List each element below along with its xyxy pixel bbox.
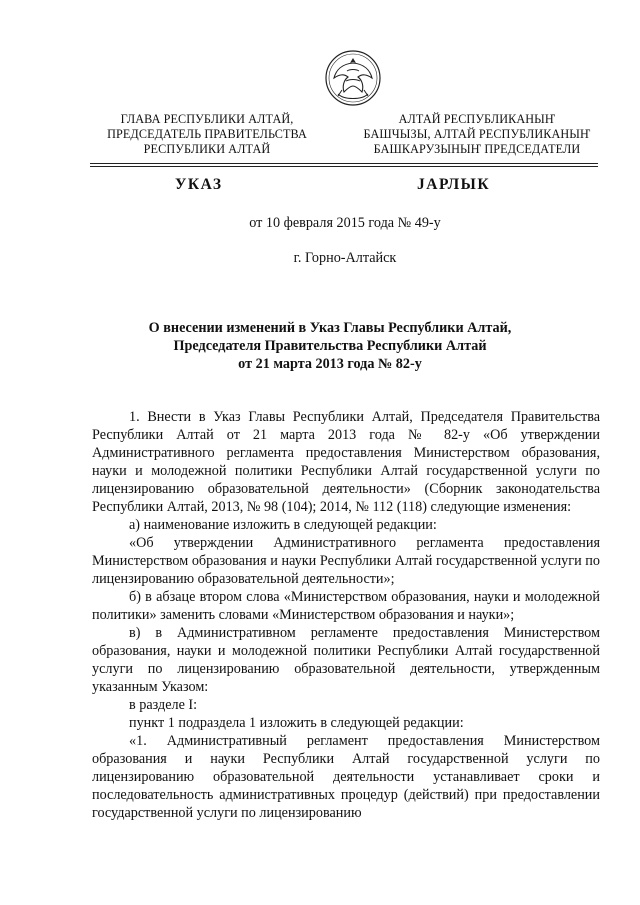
body-paragraph: в разделе I: xyxy=(129,697,198,713)
body-paragraph: а) наименование изложить в следующей редакции: xyxy=(129,517,437,533)
header-right-line: БАШЧЫЗЫ, АЛТАЙ РЕСПУБЛИКАНЫҤ xyxy=(363,127,591,141)
title-line: О внесении изменений в Указ Главы Республики Алтай, xyxy=(148,320,512,336)
document-city: г. Горно-Алтайск xyxy=(293,250,397,266)
header-left-line: РЕСПУБЛИКИ АЛТАЙ xyxy=(143,142,271,156)
document-title xyxy=(120,319,540,373)
body-paragraph: «Об утверждении Административного регламента предоставления Министерством образования и науки Республики Алтай государственной услуги по лицензированию образовательной деятельности»; xyxy=(92,535,600,587)
body-paragraph: б) в абзаце втором слова «Министерством образования, науки и молодежной политики» заменить словами «Министерством образования и науки»; xyxy=(92,589,600,623)
header-divider xyxy=(90,163,598,164)
header-divider xyxy=(90,166,598,167)
document-date: от 10 февраля 2015 года № 49-у xyxy=(249,215,441,231)
coat-of-arms-emblem xyxy=(322,44,384,116)
header-left-line: ПРЕДСЕДАТЕЛЬ ПРАВИТЕЛЬСТВА xyxy=(107,127,307,141)
document-body xyxy=(92,408,600,822)
body-paragraph: пункт 1 подраздела 1 изложить в следующей редакции: xyxy=(129,715,464,731)
title-line: от 21 марта 2013 года № 82-у xyxy=(238,356,422,372)
header-right-line: БАШКАРУЗЫНЫҤ ПРЕДСЕДАТЕЛИ xyxy=(373,142,581,156)
header-left-line: ГЛАВА РЕСПУБЛИКИ АЛТАЙ, xyxy=(120,112,294,126)
body-paragraph: 1. Внести в Указ Главы Республики Алтай, Председателя Правительства Республики Алтай от 21 марта 2013 года № 82-у «Об утверждении Административного регламента предоставления Министерством образования, науки и молодежной политики Республики Алтай государственной услуги по лицензированию образовательной деятельности» (Сборник законодательства Республики Алтай, 2013, № 98 (104); 2014, № 112 (118) следующие изменения: xyxy=(92,409,600,515)
body-paragraph: «1. Административный регламент предоставления Министерством образования и науки Республики Алтай государственной услуги по лицензированию образовательной деятельности устанавливает сроки и последовательность административных процедур (действий) при предоставлении государственной услуги по лицензированию xyxy=(92,733,600,821)
body-paragraph: в) в Административном регламенте предоставления Министерством образования, науки и молодежной политики Республики Алтай государственной услуги по лицензированию образовательной деятельности, утвержденным указанным Указом: xyxy=(92,625,600,695)
doc-type-altai: JАРЛЫК xyxy=(417,176,491,193)
title-line: Председателя Правительства Республики Алтай xyxy=(173,338,487,354)
doc-type-russian: УКАЗ xyxy=(175,176,223,193)
header-left-title xyxy=(92,112,322,157)
header-right-line: АЛТАЙ РЕСПУБЛИКАНЫҤ xyxy=(398,112,556,126)
header-right-title xyxy=(352,112,602,157)
